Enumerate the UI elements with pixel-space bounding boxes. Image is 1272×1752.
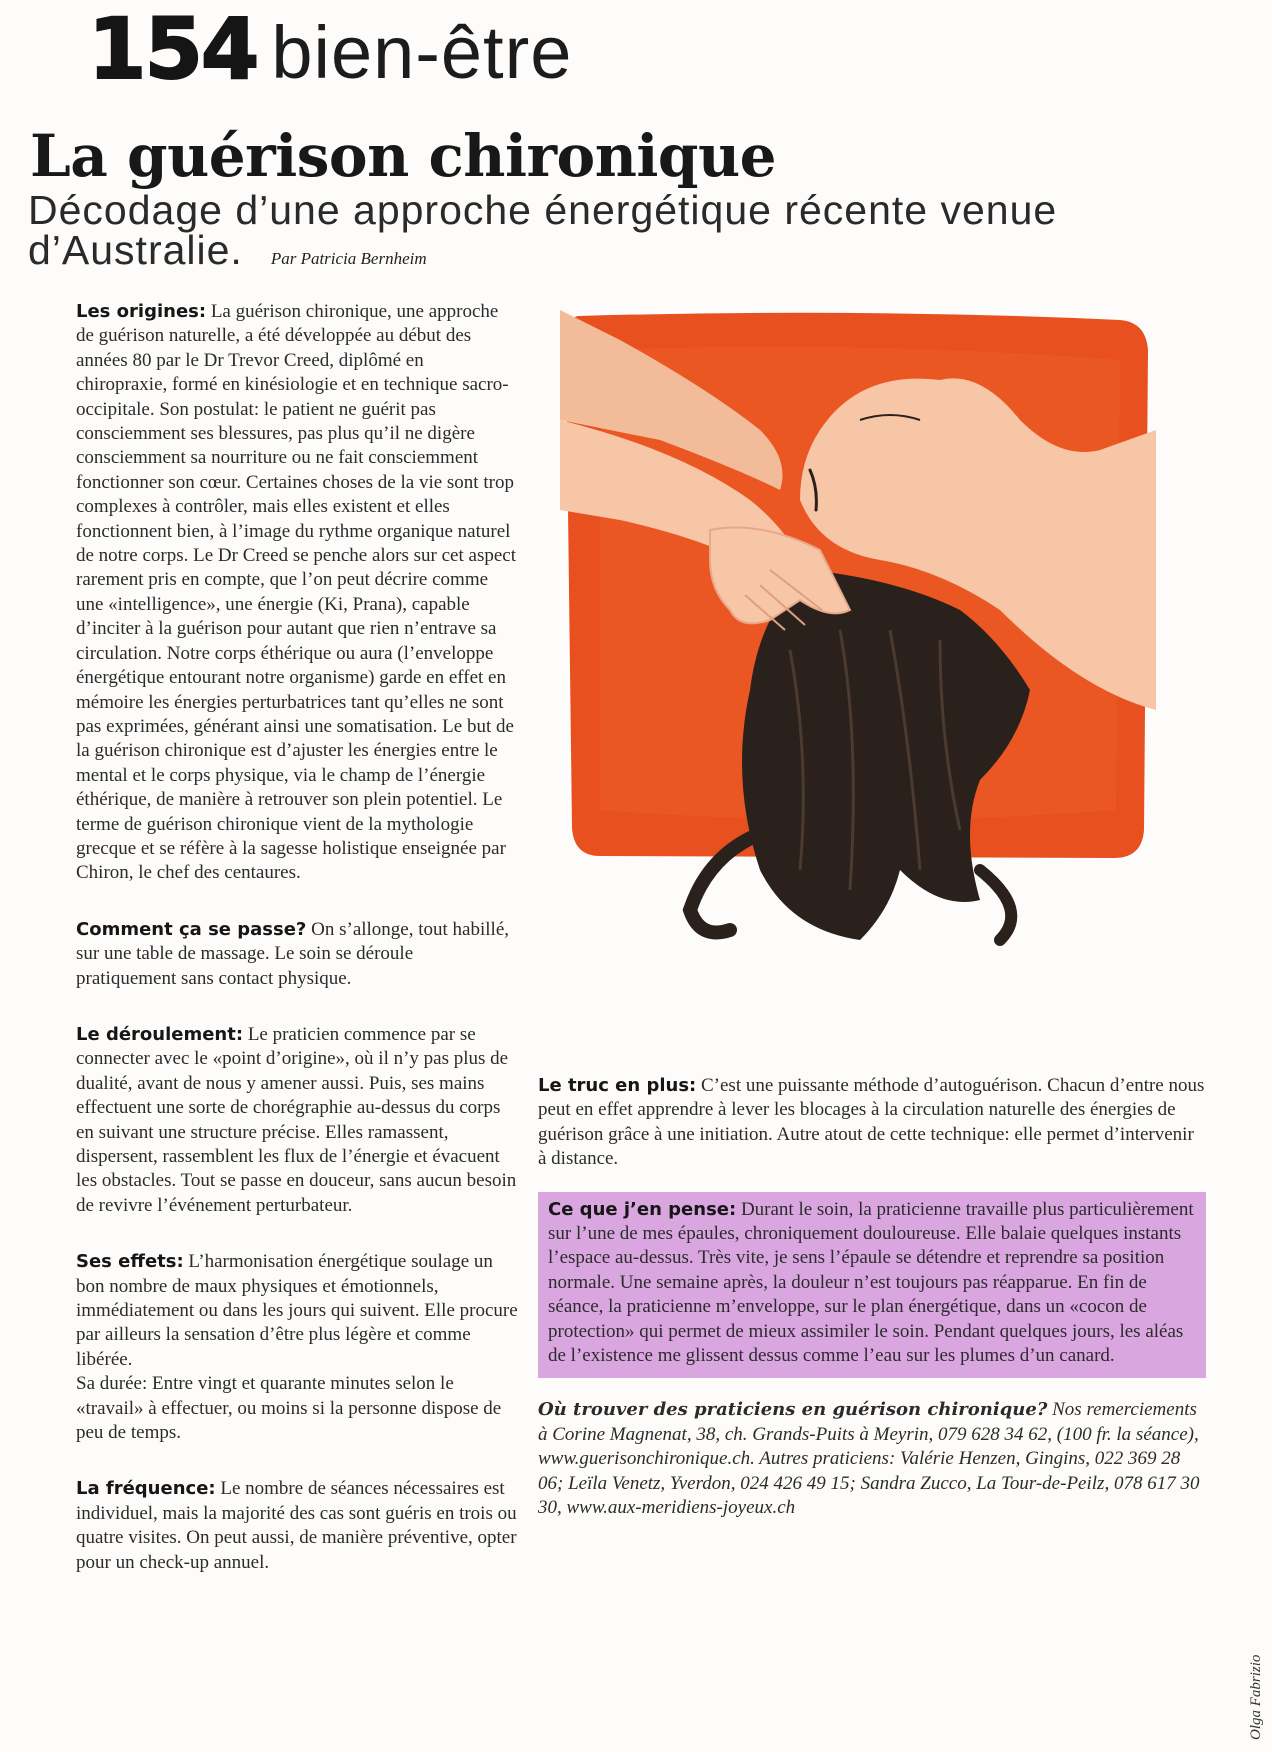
text-where: Nos remerciements à Corine Magnenat, 38, ch. Grands-Puits à Meyrin, 079 628 34 62, (100 fr. la séance), www.guerisonchironique.ch. Autres praticiens: Valérie Henzen, Gingins, 022 369 28 06; Leïla Venetz, Yverdon, 024 426 49 15; Sandra Zucco, La Tour-de-Peilz, 078 617 30 30, www.aux-meridiens-joyeux.ch: [538, 1399, 1200, 1519]
byline: Par Patricia Bernheim: [270, 249, 427, 268]
paragraph-deroulement: [76, 1023, 518, 1218]
article-subtitle: [28, 187, 1128, 279]
hair-curl-right: [980, 870, 1011, 940]
text-comment: On s’allonge, tout habillé, sur une table de massage. Le soin se déroule pratiquement sans contact physique.: [76, 918, 510, 989]
paragraph-origines: [76, 300, 518, 886]
photo-credit: Olga Fabrizio: [1248, 1654, 1264, 1740]
lead-origines: Les origines:: [76, 301, 207, 322]
lead-comment: Comment ça se passe?: [76, 918, 307, 940]
text-opinion: Durant le soin, la praticienne travaille plus particulièrement sur l’une de mes épaules, chroniquement douloureuse. Elle balaie quelques instants l’espace au-dessus. Très vite, je sens l’épaule se détendre et reprendre sa position normale. Une semaine après, la douleur n’est toujours pas réapparue. En fin de séance, la praticienne m’enveloppe, sur le plan énergétique, dans un «cocon de protection» qui permet de mieux assimiler le soin. Pendant quelques jours, les aléas de l’existence me glissent dessus comme l’eau sur les plumes d’un canard.: [548, 1198, 1194, 1367]
text-effets: L’harmonisation énergétique soulage un bon nombre de maux physiques et émotionnels, immédiatement ou dans les jours qui suivent. Elle procure par ailleurs la sensation d’être plus légère et comme libérée.: [76, 1251, 518, 1370]
text-deroulement: Le praticien commence par se connecter avec le «point d’origine», où il n’y pas plus de dualité, avant de nous y amener aussi. Puis, ses mains effectuent une sorte de chorégraphie au-dessus du corps en suivant une structure précise. Elles ramassent, dispersent, rassemblent les flux de l’énergie et évacuent les obstacles. Tout se passe en douceur, sans aucun besoin de revivre l’événement perturbateur.: [76, 1023, 517, 1216]
lead-deroulement: Le déroulement:: [76, 1023, 244, 1045]
subtitle-text: Décodage d’une approche énergétique récente venue d’Australie.: [28, 187, 1058, 273]
page-header: [88, 0, 572, 100]
lead-truc: Le truc en plus:: [538, 1075, 697, 1096]
paragraph-effets: [76, 1250, 518, 1372]
opinion-box: [538, 1192, 1206, 1379]
text-truc: C’est une puissante méthode d’autoguérison. Chacun d’entre nous peut en effet apprendre à lever les blocages à la circulation naturelle des énergies de guérison grâce à une initiation. Autre atout de cette technique: elle permet d’intervenir à distance.: [538, 1075, 1205, 1170]
left-column: [76, 300, 518, 1595]
lead-opinion: Ce que j’en pense:: [548, 1198, 737, 1220]
text-origines: La guérison chironique, une approche de guérison naturelle, a été développée au début des années 80 par le Dr Trevor Creed, diplômé en chiropraxie, formé en kinésiologie et en technique sacro-occipitale. Son postulat: le patient ne guérit pas consciemment ses blessures, pas plus qu’il ne digère consciemment sa nourriture ou ne fait consciemment fonctionner son cœur. Certaines choses de la vie sont trop complexes à contrôler, mais elles existent et elles fonctionnent bien, à l’image du rythme organique naturel de notre corps. Le Dr Creed se penche alors sur cet aspect rarement pris en compte, que l’on peut décrire comme une «intelligence», une énergie (Ki, Prana), capable d’inciter à la guérison pour autant que rien n’entrave sa circulation. Notre corps éthérique ou aura (l’enveloppe énergétique entourant notre organisme) garde en effet en mémoire les énergies perturbatrices tant qu’elles ne sont pas exprimées, générant ainsi une somatisation. Le but de la guérison chironique est d’ajuster les énergies entre le mental et le corps physique, via le champ de l’énergie éthérique, de manière à retrouver son plein potentiel. Le terme de guérison chironique vient de la mythologie grecque et se réfère à la sagesse holistique enseignée par Chiron, le chef des centaures.: [76, 301, 516, 884]
illustration-healing-hands: [560, 310, 1156, 950]
paragraph-comment: [76, 918, 518, 991]
text-frequence: Le nombre de séances nécessaires est individuel, mais la majorité des cas sont guéris en trois ou quatre visites. On peut aussi, de manière préventive, opter pour un check-up annuel.: [76, 1478, 517, 1573]
lead-effets: Ses effets:: [76, 1251, 184, 1273]
page-number: 154: [88, 0, 258, 98]
lead-where: Où trouver des praticiens en guérison chironique?: [538, 1399, 1048, 1421]
paragraph-where: [538, 1398, 1206, 1520]
lead-frequence: La fréquence:: [76, 1478, 216, 1500]
paragraph-truc: [538, 1074, 1206, 1172]
paragraph-frequence: [76, 1477, 518, 1575]
article-title: La guérison chironique: [30, 122, 777, 190]
section-name: bien-être: [271, 11, 573, 94]
paragraph-duree: Sa durée: Entre vingt et quarante minutes selon le «travail» à effectuer, ou moins si la personne dispose de peu de temps.: [76, 1373, 502, 1444]
right-column: [538, 1074, 1206, 1541]
